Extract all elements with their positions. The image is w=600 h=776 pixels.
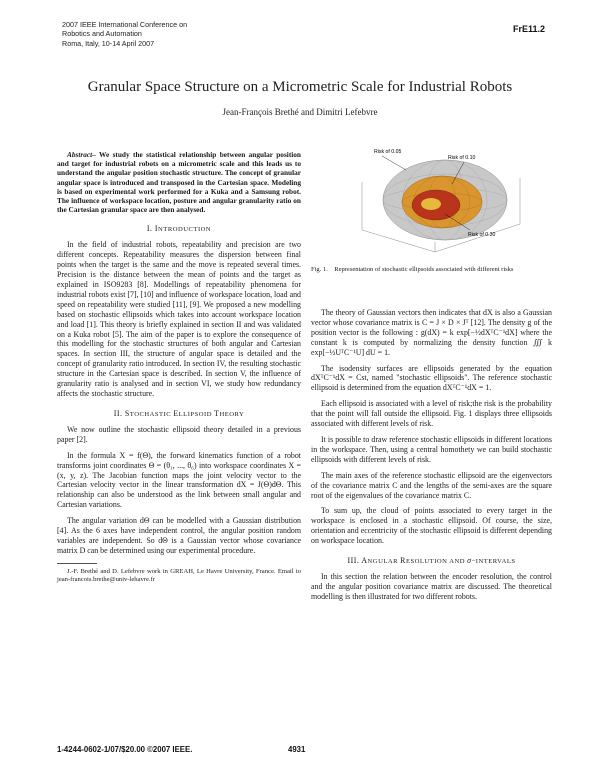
conference-line: Roma, Italy, 10-14 April 2007 xyxy=(62,38,155,48)
section-title-cap: A xyxy=(361,556,368,566)
axes-paragraph: The main axes of the reference stochastic ellipsoid are the eigenvectors of the covariance matrix C and the lengths of the semi-axes are the square root of the eigenvalues of the covariance matrix C. xyxy=(311,470,552,500)
isbn-copyright: 1-4244-0602-1/07/$20.00 ©2007 IEEE. xyxy=(57,745,193,754)
risk-label: Risk of 0.05 xyxy=(374,149,402,155)
section-title-part: LLIPSOID xyxy=(178,410,215,418)
figure-label: Fig. 1. xyxy=(311,266,328,273)
sigma-symbol: σ xyxy=(467,556,472,566)
paper-code: FrE11.2 xyxy=(512,24,545,34)
section-title-cap: S xyxy=(124,408,130,418)
angular-paragraph: In this section the relation between the encoder resolution, the control and the angular position covariance matrix are discussed. The theoretical modelling is then illustrated for two different robots. xyxy=(311,572,552,601)
figure-stochastic-ellipsoids xyxy=(330,142,540,260)
abstract-text: – We study the statistical relationship between angular position and target for industrial robots on a micrometric scale and this leads us to understand the angular position stochastic structure. The concept of granular angular space is introduced and transposed in the Cartesian space. Modeling is based on experimental work performed for a Kuka and a Samsung robot. The influence of workspace location, posture and angular granularity ratio on the Cartesian granular space are then analysed. xyxy=(57,150,301,215)
left-column xyxy=(57,150,301,584)
conference-line: Robotics and Automation xyxy=(62,29,142,39)
risk-label: Risk of 0.10 xyxy=(448,155,476,161)
section-heading-angular xyxy=(311,556,552,565)
stochastic-paragraph-3: The angular variation dΘ can be modelled with a Gaussian distribution [4]. As the 6 axes have independent control, the angular position random variables are independent. So dΘ is a Gaussian vector whose covariance matrix D can be determined using our experimental procedure. xyxy=(57,516,301,555)
stochastic-paragraph-2: In the formula X = f(Θ), the forward kinematics function of a robot transforms joint coordinates Θ = (θ₁, ..., θ₆) into workspace coordinates X = (x, y, z). The Jacobian function maps the joint velocity vector to the Cartesian velocity vector in the linear transformation dX = J(Θ)dΘ. This relationship can also be understood as the link between small angular and Cartesian variations. xyxy=(57,450,301,510)
paper-authors: Jean-François Brethé and Dimitri Lefebvre xyxy=(222,107,378,117)
conference-line: 2007 IEEE International Conference on xyxy=(62,20,188,29)
isodensity-paragraph: The isodensity surfaces are ellipsoids generated by the equation dXᵀC⁻¹dX = Cst, named "stochastic ellipsoids". The reference stochastic ellipsoid is determined from the equation dXᵀC⁻¹dX = 1. xyxy=(311,363,552,393)
figure-caption-text: Representation of stochastic ellipsoids associated with different risks xyxy=(334,266,514,273)
section-title-part: −INTERVALS xyxy=(471,558,516,566)
ellipsoid-core xyxy=(421,198,441,210)
section-title-cap: I xyxy=(154,224,159,234)
gaussian-paragraph: The theory of Gaussian vectors then indicates that dX is also a Gaussian vector whose covariance matrix is C = J × D × Jᵀ [12]. The density g of the position vector is the following : g(dX) = k exp[−½dXᵀC⁻¹dX] where the constant k is computed by normalizing the density function ∭ k exp[−½UᵀC⁻¹U] dU = 1. xyxy=(311,308,552,357)
abstract-label: Abstract xyxy=(67,150,93,159)
paper-title: Granular Space Structure on a Micrometric Scale for Industrial Robots xyxy=(87,79,513,95)
section-title-cap: T xyxy=(214,408,220,418)
section-title-part: ESOLUTION AND xyxy=(405,558,468,566)
footnote-rule xyxy=(57,563,97,564)
right-column xyxy=(311,308,552,602)
section-title-part: HEORY xyxy=(219,410,245,418)
section-number: III. xyxy=(347,556,360,566)
section-number: I. xyxy=(146,224,153,234)
section-heading-intro xyxy=(57,224,301,233)
abstract xyxy=(57,150,301,214)
section-number: II. xyxy=(113,408,123,418)
section-title-part: NGULAR xyxy=(367,558,401,566)
section-title-part: TOCHASTIC xyxy=(129,410,174,418)
section-title-cap: R xyxy=(400,556,406,566)
footnote: J.-F. Brethé and D. Lefebvre work in GREAH, Le Havre University, France. Email to jean-francois.brethe@univ-lehavre.fr xyxy=(57,567,301,583)
summary-paragraph: To sum up, the cloud of points associated to every target in the workspace is enclosed in a stochastic ellipsoid. Of course, the size, orientation and eccentricity of the stochastic ellipsoid is different depending on workspace location. xyxy=(311,506,552,546)
figure-caption xyxy=(311,266,552,274)
section-title-cap: E xyxy=(173,408,179,418)
stochastic-paragraph-1: We now outline the stochastic ellipsoid theory detailed in a previous paper [2]. xyxy=(57,424,301,444)
risk-paragraph: Each ellipsoid is associated with a level of risk;the risk is the probability that the point will fall outside the ellipsoid. Fig. 1 displays three ellipsoids associated with different levels of risk. xyxy=(311,399,552,429)
homothety-paragraph: It is possible to draw reference stochastic ellipsoids in different locations in the workspace. Then, using a central homothety we can build stochastic ellipsoids with different levels of risk. xyxy=(311,434,552,464)
intro-paragraph: In the field of industrial robots, repeatability and precision are two different concepts. Repeatability measures the dispersion between final points when the target is the same and the move is repeated several times. Precision is the distance between the mean of points and the target as explained in ISO9283 [8]. Modellings of repeatability phenomena for industrial robots exist [7], [10] and influence of workspace location, load and speed on repeatability were studied [11], [9]. We proposed a new modelling based on stochastic ellipsoids which takes into account workspace location and load [1]. This theory is briefly explained in section II and was validated on a Kuka robot [5]. The aim of the paper is to explore the consequence of this modelling for the stochastic structures of both angular and Cartesian spaces. In section III, the structure of angular space is detailed and the concept of granularity ratio introduced. In section IV, the resulting stochastic structure in the Cartesian space is described. In section V, the influence of granularity ratio is analysed and in section VI, we study how redundancy affects the stochastic structure. xyxy=(57,240,301,399)
section-heading-stochastic xyxy=(57,409,301,418)
page-number: 4931 xyxy=(288,745,306,754)
conference-header xyxy=(62,20,222,48)
section-title-rest: NTRODUCTION xyxy=(158,226,212,234)
risk-label: Risk of 0.30 xyxy=(468,232,496,238)
